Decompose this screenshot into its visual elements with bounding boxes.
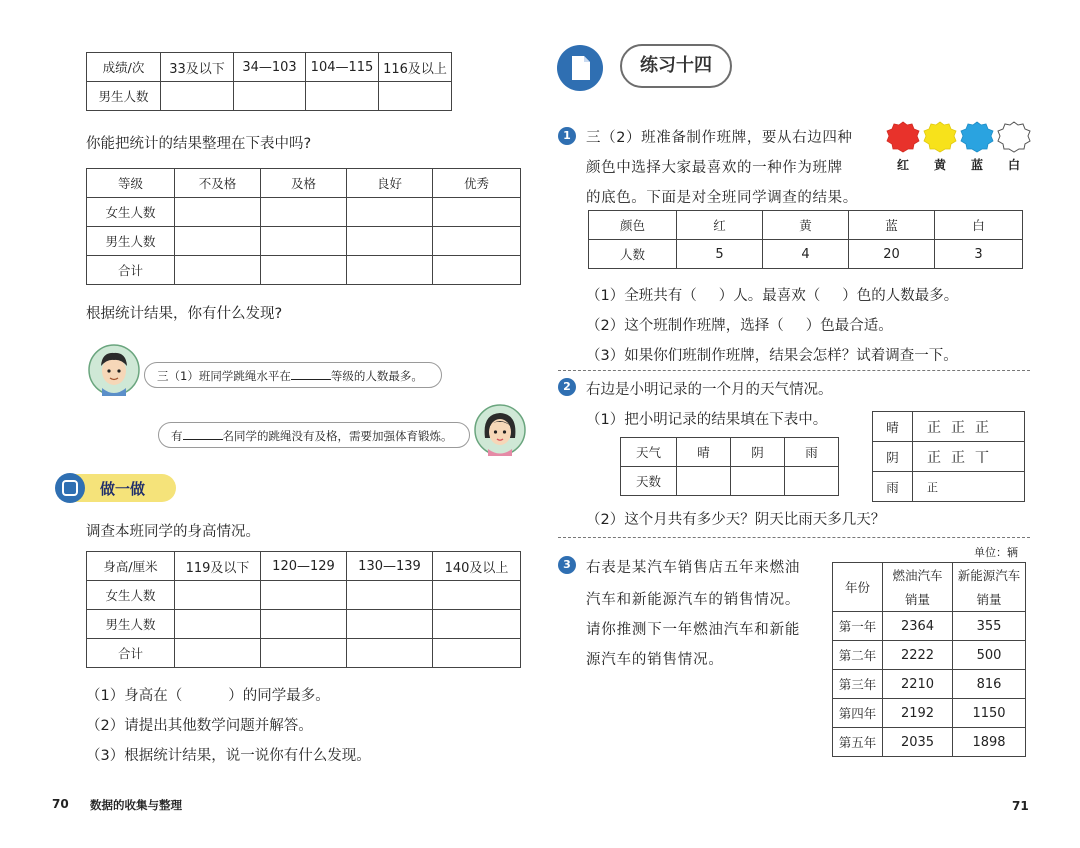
- ex2-sub-question-2: （2）这个月共有多少天？阴天比雨天多几天？: [586, 512, 886, 528]
- exercise-doc-icon: [556, 44, 604, 92]
- weather-header: 天气: [621, 438, 677, 467]
- grade-cell[interactable]: [433, 256, 521, 285]
- sales-ev-value: 816: [953, 670, 1026, 699]
- grade-cell[interactable]: [347, 227, 433, 256]
- sales-table: [832, 562, 1026, 757]
- tally-table: [872, 411, 1025, 502]
- blue-color-swatch: [960, 121, 994, 153]
- color-header: 黄: [763, 211, 849, 240]
- grade-cell[interactable]: [433, 198, 521, 227]
- sales-header-ev: 新能源汽车: [953, 563, 1026, 588]
- ex1-sub-question-3: （3）如果你们班制作班牌，结果会怎样？试着调查一下。: [586, 348, 958, 364]
- girl-avatar: [474, 404, 526, 456]
- score-table: [86, 52, 452, 111]
- sales-year: 第一年: [833, 612, 883, 641]
- grade-header: 良好: [347, 169, 433, 198]
- sales-year: 第五年: [833, 728, 883, 757]
- sales-year: 第二年: [833, 641, 883, 670]
- grade-row-label: 男生人数: [87, 227, 175, 256]
- grade-header: 及格: [261, 169, 347, 198]
- color-survey-table: [588, 210, 1023, 269]
- color-header: 白: [935, 211, 1023, 240]
- speech-bubble-2: [158, 422, 470, 448]
- ex1-sub-question-1: [586, 284, 958, 305]
- height-header: 130—139: [347, 552, 433, 581]
- footer-title: 数据的收集与整理: [90, 798, 182, 812]
- grade-header: 等级: [87, 169, 175, 198]
- tally-marks: [913, 412, 1025, 442]
- sub1-pre: （1）身高在（: [86, 688, 183, 704]
- sales-header-ev-sub: 销量: [953, 587, 1026, 612]
- ex1-line-1: 三（2）班准备制作班牌，要从右边四种: [586, 130, 853, 146]
- yellow-color-swatch: [923, 121, 957, 153]
- sales-fuel-value: 2210: [883, 670, 953, 699]
- weather-cell[interactable]: [731, 467, 785, 496]
- height-table: [86, 551, 521, 668]
- height-header: 140及以上: [433, 552, 521, 581]
- sales-ev-value: 500: [953, 641, 1026, 670]
- height-cell[interactable]: [261, 581, 347, 610]
- score-header: 104—115: [306, 53, 379, 82]
- tally-mark: 正: [951, 419, 975, 436]
- tally-label: 雨: [873, 472, 913, 502]
- color-row-label: 人数: [589, 240, 677, 269]
- ex3-line: 源汽车的销售情况。: [586, 652, 724, 668]
- grade-cell[interactable]: [433, 227, 521, 256]
- unit-label: 单位：辆: [974, 546, 1018, 559]
- ex1-s1-b: ）人。最喜欢（: [718, 288, 821, 304]
- score-header: 34—103: [234, 53, 306, 82]
- height-cell[interactable]: [347, 639, 433, 668]
- color-count: 20: [849, 240, 935, 269]
- sales-fuel-value: 2192: [883, 699, 953, 728]
- sales-header-fuel: 燃油汽车: [883, 563, 953, 588]
- ex2-sub-question-1: （1）把小明记录的结果填在下表中。: [586, 412, 828, 428]
- color-label-blue: 蓝: [971, 158, 984, 172]
- tally-marks: [913, 472, 1025, 502]
- ex1-sub-question-2: [586, 314, 893, 335]
- grade-cell[interactable]: [347, 256, 433, 285]
- height-row-label: 女生人数: [87, 581, 175, 610]
- ex3-line: 请你推测下一年燃油汽车和新能: [586, 622, 801, 638]
- height-row-label: 男生人数: [87, 610, 175, 639]
- tally-marks: [913, 442, 1025, 472]
- discover-question: 根据统计结果，你有什么发现?: [86, 306, 283, 322]
- score-row-label: 男生人数: [87, 82, 161, 111]
- score-cell[interactable]: [161, 82, 234, 111]
- sales-year: 第三年: [833, 670, 883, 699]
- height-cell[interactable]: [433, 639, 521, 668]
- height-header: 119及以下: [175, 552, 261, 581]
- height-cell[interactable]: [347, 581, 433, 610]
- speech-bubble-1: [144, 362, 442, 388]
- tally-mark: 丅: [975, 449, 999, 466]
- bubble-2-blank[interactable]: [183, 427, 223, 440]
- grade-cell[interactable]: [261, 227, 347, 256]
- color-header: 颜色: [589, 211, 677, 240]
- weather-cell[interactable]: [785, 467, 839, 496]
- sales-fuel-value: 2364: [883, 612, 953, 641]
- bubble-1-blank[interactable]: [291, 367, 331, 380]
- score-cell[interactable]: [234, 82, 306, 111]
- sales-fuel-value: 2035: [883, 728, 953, 757]
- grade-cell[interactable]: [261, 198, 347, 227]
- grade-header: 不及格: [175, 169, 261, 198]
- height-sub-question-1: [86, 684, 330, 705]
- exercise-2-number: 2: [558, 378, 576, 396]
- grade-table: [86, 168, 521, 285]
- sub1-post: ）的同学最多。: [228, 688, 330, 704]
- ex2-line-1: 右边是小明记录的一个月的天气情况。: [586, 382, 833, 398]
- color-label-red: 红: [897, 158, 910, 172]
- bubble-2-text-post: 名同学的跳绳没有及格，需要加强体育锻炼。: [222, 429, 453, 443]
- weather-header: 阴: [731, 438, 785, 467]
- red-color-swatch: [886, 121, 920, 153]
- bubble-1-text-post: 等级的人数最多。: [330, 369, 423, 383]
- tally-mark: 正: [975, 419, 999, 436]
- exercise-1-number: 1: [558, 127, 576, 145]
- section-title: 做一做: [100, 480, 146, 498]
- organize-question: 你能把统计的结果整理在下表中吗?: [86, 136, 312, 152]
- color-count: 4: [763, 240, 849, 269]
- height-row-label: 合计: [87, 639, 175, 668]
- sales-ev-value: 1898: [953, 728, 1026, 757]
- height-cell[interactable]: [175, 610, 261, 639]
- weather-header: 雨: [785, 438, 839, 467]
- exercise-3-number: 3: [558, 556, 576, 574]
- white-color-swatch: [997, 121, 1031, 153]
- grade-cell[interactable]: [175, 227, 261, 256]
- tally-mark: 正: [927, 419, 951, 436]
- boy-avatar: [88, 344, 140, 396]
- tally-mark: 正: [927, 449, 951, 466]
- color-header: 蓝: [849, 211, 935, 240]
- bubble-2-text-pre: 有: [171, 429, 183, 443]
- grade-header: 优秀: [433, 169, 521, 198]
- weather-row-label: 天数: [621, 467, 677, 496]
- sales-header-year: 年份: [833, 563, 883, 612]
- score-header: 33及以下: [161, 53, 234, 82]
- survey-question: 调查本班同学的身高情况。: [86, 524, 260, 540]
- height-cell[interactable]: [175, 581, 261, 610]
- weather-cell[interactable]: [677, 467, 731, 496]
- color-header: 红: [677, 211, 763, 240]
- weather-header: 晴: [677, 438, 731, 467]
- sales-ev-value: 355: [953, 612, 1026, 641]
- divider: [558, 370, 1030, 371]
- ex3-line: 右表是某汽车销售店五年来燃油: [586, 560, 801, 576]
- color-count: 5: [677, 240, 763, 269]
- bubble-1-text-pre: 三（1）班同学跳绳水平在: [157, 369, 291, 383]
- page-number-left: 70: [52, 797, 69, 811]
- grade-cell[interactable]: [347, 198, 433, 227]
- sales-fuel-value: 2222: [883, 641, 953, 670]
- exercise-title: 练习十四: [640, 55, 712, 76]
- divider: [558, 537, 1030, 538]
- height-cell[interactable]: [261, 610, 347, 639]
- height-header: 身高/厘米: [87, 552, 175, 581]
- height-cell[interactable]: [433, 610, 521, 639]
- sales-year: 第四年: [833, 699, 883, 728]
- height-cell[interactable]: [175, 639, 261, 668]
- grade-row-label: 合计: [87, 256, 175, 285]
- grade-cell[interactable]: [175, 198, 261, 227]
- ex1-s2-a: （2）这个班制作班牌，选择（: [586, 318, 784, 334]
- practice-icon: [54, 472, 86, 504]
- color-label-white: 白: [1008, 158, 1021, 172]
- grade-row-label: 女生人数: [87, 198, 175, 227]
- height-sub-question-3: （3）根据统计结果，说一说你有什么发现。: [86, 748, 371, 764]
- color-label-yellow: 黄: [934, 158, 947, 172]
- height-cell[interactable]: [433, 581, 521, 610]
- score-cell[interactable]: [379, 82, 452, 111]
- score-cell[interactable]: [306, 82, 379, 111]
- ex1-s2-b: ）色最合适。: [805, 318, 893, 334]
- ex1-line-2: 颜色中选择大家最喜欢的一种作为班牌: [586, 160, 843, 176]
- height-cell[interactable]: [347, 610, 433, 639]
- tally-mark: 正: [951, 449, 975, 466]
- ex3-line: 汽车和新能源汽车的销售情况。: [586, 592, 801, 608]
- height-cell[interactable]: [261, 639, 347, 668]
- ex1-line-3: 的底色。下面是对全班同学调查的结果。: [586, 190, 858, 206]
- score-header: 116及以上: [379, 53, 452, 82]
- section-header: [54, 472, 176, 504]
- sales-ev-value: 1150: [953, 699, 1026, 728]
- color-count: 3: [935, 240, 1023, 269]
- weather-table: [620, 437, 839, 496]
- page-number-right: 71: [1012, 799, 1029, 813]
- tally-mark: 正: [927, 480, 938, 494]
- ex1-s1-c: ）色的人数最多。: [842, 288, 959, 304]
- sales-header-fuel-sub: 销量: [883, 587, 953, 612]
- grade-cell[interactable]: [261, 256, 347, 285]
- height-sub-question-2: （2）请提出其他数学问题并解答。: [86, 718, 313, 734]
- ex1-s1-a: （1）全班共有（: [586, 288, 697, 304]
- tally-label: 晴: [873, 412, 913, 442]
- grade-cell[interactable]: [175, 256, 261, 285]
- tally-label: 阴: [873, 442, 913, 472]
- score-header: 成绩/次: [87, 53, 161, 82]
- exercise-title-box: [620, 44, 732, 88]
- height-header: 120—129: [261, 552, 347, 581]
